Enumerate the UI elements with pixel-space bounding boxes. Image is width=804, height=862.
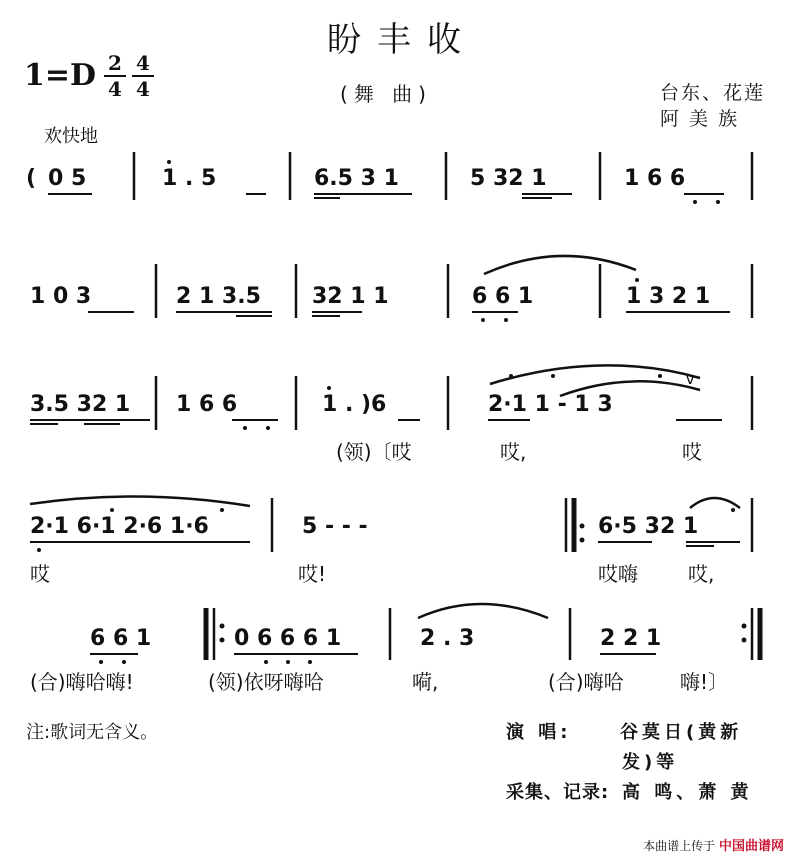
score-token: 3.5 32 1 xyxy=(30,392,131,417)
time-sig-bottom: 4 xyxy=(136,77,150,101)
lyric: 哎, xyxy=(688,562,715,586)
lyric: (合)嗨哈嗨! xyxy=(30,670,134,694)
score-token: 5 - - - xyxy=(302,514,368,539)
score-token: 6 6 1 xyxy=(472,284,534,309)
tie xyxy=(560,381,700,396)
tie xyxy=(490,365,700,384)
score-token: 2·1 6·1 2·6 1·6 xyxy=(30,514,209,539)
score-token: 0 5 xyxy=(48,166,87,191)
score-token: 1 . 5 xyxy=(162,166,217,191)
score-token: 1 . )6 xyxy=(322,392,387,417)
origin-line-1: 台东、花莲 xyxy=(660,82,766,104)
tempo-marking: 欢快地 xyxy=(44,126,98,147)
lyric: 哎嗨 xyxy=(598,562,638,586)
genre-label: (舞 曲) xyxy=(340,82,432,106)
lyric: 哎 xyxy=(30,562,50,586)
watermark-site: 中国曲谱网 xyxy=(718,839,784,854)
score-token: 2 . 3 xyxy=(420,626,475,651)
lyric: 嗨!〕 xyxy=(680,670,729,694)
tie xyxy=(418,604,548,618)
score-token: ( xyxy=(26,166,37,191)
accent-mark: v xyxy=(686,372,695,388)
score-token: 2·1 1 - 1 3 xyxy=(488,392,613,417)
tie xyxy=(690,498,740,508)
score-token: 1 0 3 xyxy=(30,284,92,309)
time-sig-top: 4 xyxy=(136,51,150,75)
note-text: 注:歌词无含义。 xyxy=(26,722,159,743)
score-token: 1 6 6 xyxy=(176,392,238,417)
lyric: (领)依呀嗨哈 xyxy=(208,670,324,694)
score-token: 0 6 6 6 1 xyxy=(234,626,342,651)
score-token: 6·5 32 1 xyxy=(598,514,699,539)
singer-label: 演 唱: xyxy=(506,722,572,743)
time-sig-top: 2 xyxy=(108,51,122,75)
singer-value: 谷莫日(黄新 xyxy=(620,722,743,743)
score-token: 32 1 1 xyxy=(312,284,389,309)
tie xyxy=(484,256,636,274)
watermark-prefix: 本曲谱上传于 xyxy=(643,839,716,853)
score-token: 2 2 1 xyxy=(600,626,662,651)
score-token: 1 6 6 xyxy=(624,166,686,191)
score-title: 盼丰收 xyxy=(327,20,477,60)
tie xyxy=(30,496,250,506)
score-token: 1 3 2 1 xyxy=(626,284,711,309)
score-token: 5 32 1 xyxy=(470,166,547,191)
collector-label: 采集、记录: xyxy=(506,782,610,803)
time-sig-bottom: 4 xyxy=(108,77,122,101)
watermark xyxy=(643,835,784,854)
lyric: 哎, xyxy=(500,440,527,464)
lyric: 哎 xyxy=(682,440,702,464)
origin-line-2: 阿 美 族 xyxy=(660,108,740,130)
lyric: (领)〔哎 xyxy=(336,440,412,464)
lyric: 嗬, xyxy=(412,670,439,694)
key-signature: 1=D xyxy=(24,58,97,93)
lyric: (合)嗨哈 xyxy=(548,670,624,694)
lyric: 哎! xyxy=(298,562,327,586)
score-token: 6 6 1 xyxy=(90,626,152,651)
singer-value-continued: 发)等 xyxy=(622,752,679,773)
score-token: 2 1 3.5 xyxy=(176,284,261,309)
score-token: 6.5 3 1 xyxy=(314,166,399,191)
collector-value: 高 鸣、萧 黄 xyxy=(622,782,753,803)
